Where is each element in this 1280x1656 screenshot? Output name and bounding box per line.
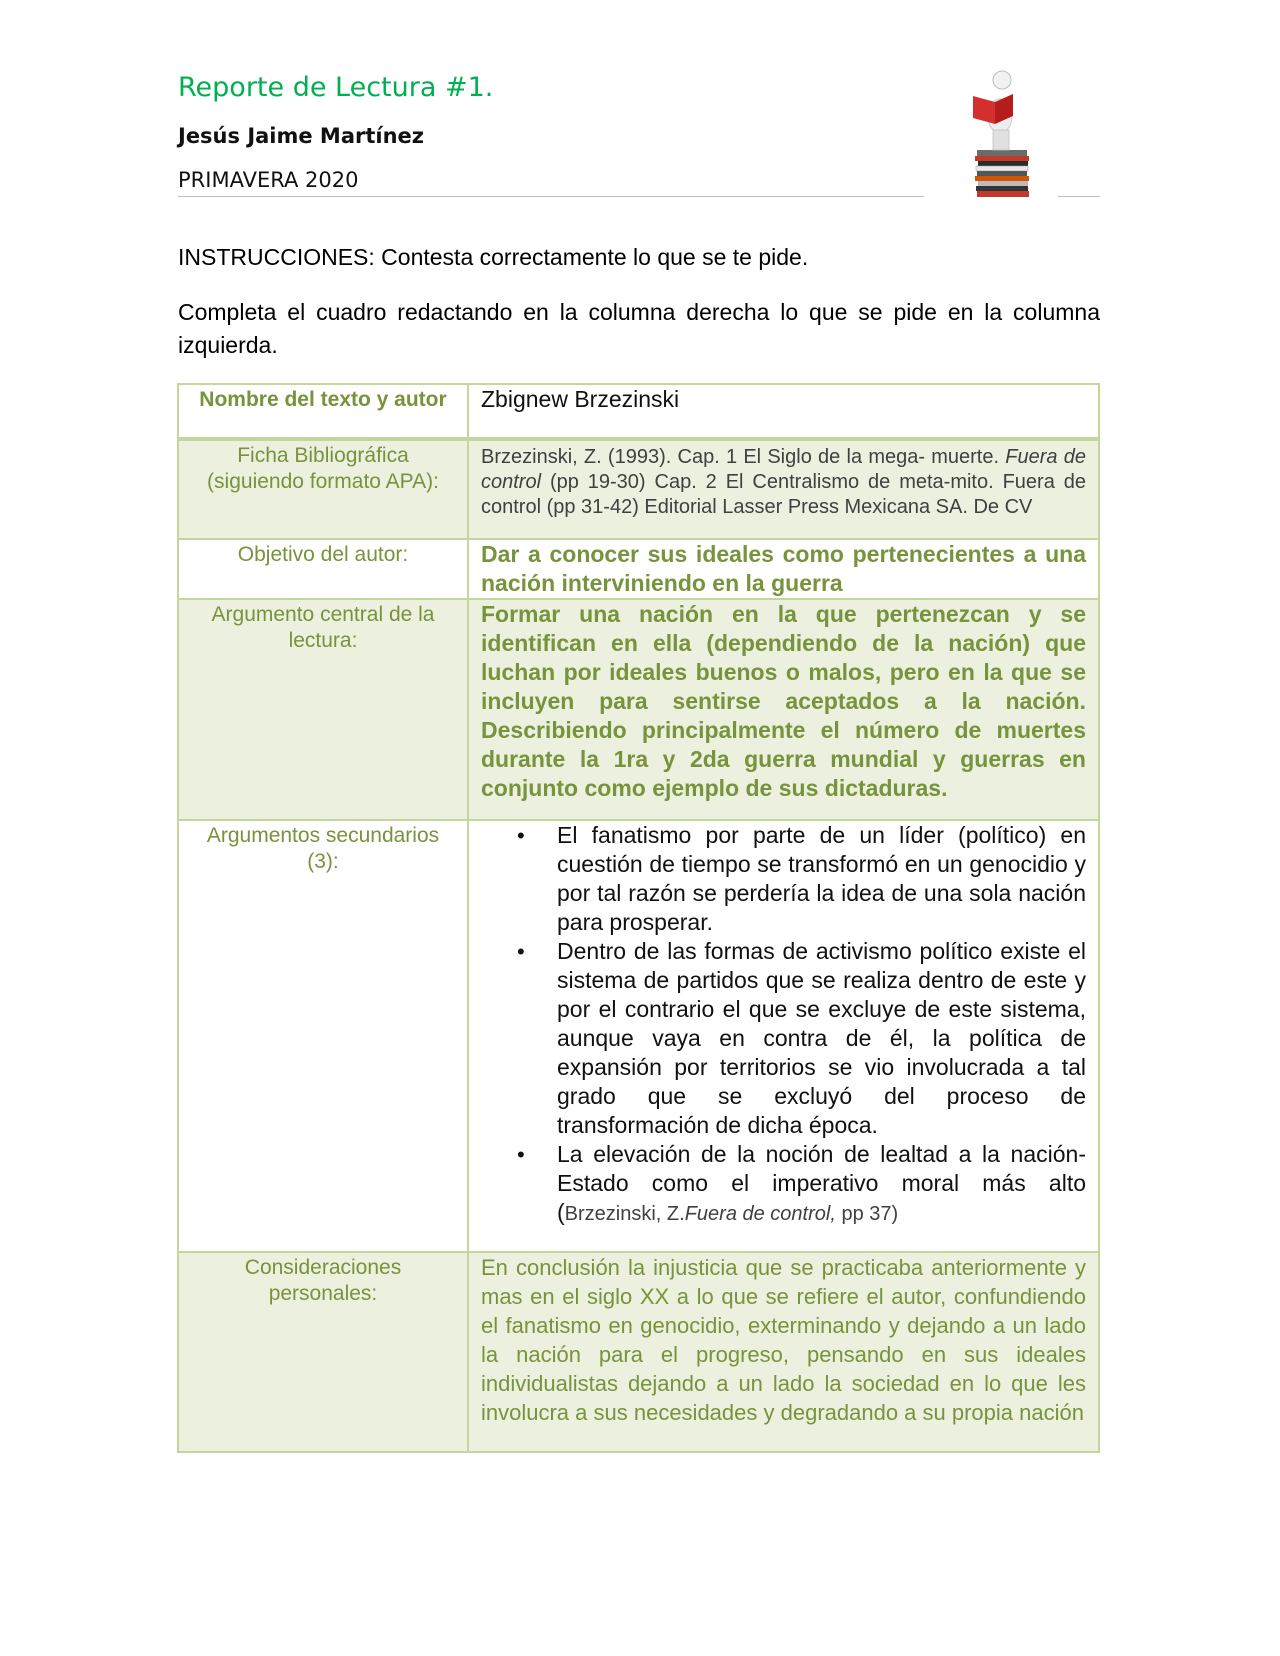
reading-person-on-books-icon: [955, 66, 1055, 201]
table-row: [178, 384, 1099, 439]
value-central-argument: [468, 599, 1099, 820]
report-table: [177, 383, 1100, 1453]
value-text-and-author: Zbignew Brzezinski: [468, 384, 1099, 439]
label-author-objective: Objetivo del autor:: [178, 539, 468, 599]
bibliography-ref-part1: Brzezinski, Z. (1993). Cap. 1 El Siglo de la mega- muerte.: [481, 446, 1006, 468]
label-text-and-author: Nombre del texto y autor: [178, 384, 468, 439]
bullet3-text: La elevación de la noción de lealtad a la nación-Estado como el imperativo moral más alto (: [557, 1141, 1086, 1225]
table-row: [178, 539, 1099, 599]
list-item: [557, 1140, 1086, 1229]
instructions-text: INSTRUCCIONES: Contesta correctamente lo que se te pide.: [178, 244, 809, 270]
value-secondary-arguments: [468, 820, 1099, 1252]
header-rule-left: [178, 196, 924, 197]
bibliography-ref-title: Fuera de control: [481, 446, 1086, 493]
author-objective-text: Dar a conocer sus ideales como pertenecientes a una nación interviniendo en la guerra: [481, 541, 1086, 596]
table-row: [178, 439, 1099, 539]
value-bibliography: [468, 439, 1099, 539]
table-row: [178, 599, 1099, 820]
report-title: Reporte de Lectura #1.: [178, 72, 494, 103]
header-rule-right: [1058, 196, 1100, 197]
bibliography-ref-part2: (pp 19-30) Cap. 2 El Centralismo de meta-mito. Fuera de control (pp 31-42) Editorial Lasser Press Mexicana SA. De CV: [481, 471, 1086, 518]
table-row: [178, 820, 1099, 1252]
personal-considerations-text: En conclusión la injusticia que se practicaba anteriormente y mas en el siglo XX a lo que se refiere el autor, confundiendo el fanatismo en genocidio, exterminando y dejando a un lado la nación para el progreso, pensando en sus ideales individualistas dejando a un lado la sociedad en lo que les involucra a sus necesidades y degradando a su propia nación: [481, 1255, 1086, 1425]
label-central-argument: Argumento central de la lectura:: [178, 599, 468, 820]
value-author-objective: [468, 539, 1099, 599]
secondary-arguments-list: [481, 821, 1086, 1229]
list-item: • Dentro de las formas de activismo político existe el sistema de partidos que se realiza dentro de este y por el contrario el que se excluye de este sistema, aunque vaya en contra de él, la política de expansión por territorios se vio involucrada a tal grado que se excluyó del proceso de transformación de dicha época.: [557, 937, 1086, 1140]
list-item: • El fanatismo por parte de un líder (político) en cuestión de tiempo se transformó en un genocidio y por tal razón se perdería la idea de una sola nación para prosperar.: [557, 821, 1086, 937]
label-secondary-arguments: Argumentos secundarios (3):: [178, 820, 468, 1252]
central-argument-text: Formar una nación en la que pertenezcan y se identifican en ella (dependiendo de la nación) que luchan por ideales buenos o malos, pero en la que se incluyen para sentirse aceptados a la nación. Describiendo principalmente el número de muertes durante la 1ra y 2da guerra mundial y guerras en conjunto como ejemplo de sus dictaduras.: [481, 601, 1086, 801]
author-name: Jesús Jaime Martínez: [178, 124, 425, 148]
table-row: [178, 1252, 1099, 1452]
term-label: PRIMAVERA 2020: [178, 168, 359, 192]
bullet3-citation: Brzezinski, Z.Fuera de control, pp 37): [564, 1203, 899, 1225]
value-personal-considerations: [468, 1252, 1099, 1452]
label-personal-considerations: Consideraciones personales:: [178, 1252, 468, 1452]
instructions-paragraph: Completa el cuadro redactando en la columna derecha lo que se pide en la columna izquierda.: [178, 299, 1100, 358]
label-bibliography: Ficha Bibliográfica (siguiendo formato APA):: [178, 439, 468, 539]
